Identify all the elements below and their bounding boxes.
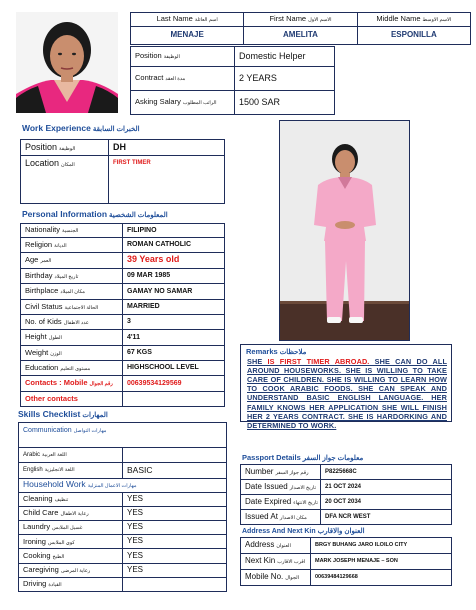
child-care-label: Child Care رعاية الاطفال xyxy=(19,506,123,520)
weight-label: Weight الوزن xyxy=(21,345,123,360)
other-contacts-value xyxy=(123,391,225,406)
religion-value: ROMAN CATHOLIC xyxy=(123,238,225,252)
remarks-title: Remarks ملاحظات xyxy=(246,347,307,356)
issued-at-value: DFA NCR WEST xyxy=(321,510,452,525)
arabic-value xyxy=(123,448,227,463)
contract-value: 2 YEARS xyxy=(235,67,335,91)
personal-info-title: Personal Information المعلومات الشخصية xyxy=(22,209,168,219)
mobile-value: 00639534129569 xyxy=(123,376,225,391)
household-header: Household Work مهارات الاعمال المنزلية xyxy=(19,478,227,492)
kin-mobile-value: 00639484129668 xyxy=(311,570,452,586)
birthplace-value: GAMAY NO SAMAR xyxy=(123,284,225,299)
caregiving-label: Caregiving رعاية المرضى xyxy=(19,563,123,577)
position-label: Position الوظيفة xyxy=(131,47,235,67)
first-name-header: First Name الاسم الاول xyxy=(244,13,357,27)
remarks-text: SHE IS FIRST TIMER ABROAD. SHE CAN DO ALL AROUND HOUSEWORKS. SHE IS WILLING TO TAKE CARE OF CHILDREN. SHE IS WILLING TO LEARN HOW TO COOK ARABIC FOODS. SHE CAN SPEAK AND UNDERSTAND BASIC ENGLISH LANGUAGE. HER FAMILY KNOWS HER APPLICATION SHE WILL FINISH HER 2 YEARS CONTRACT. SHE IS HARDORKING AND DETERMINED TO WORK. xyxy=(247,357,448,430)
passport-title: Passport Details معلومات جواز السفر xyxy=(242,453,364,462)
work-location-value: FIRST TIMER xyxy=(109,156,225,204)
work-experience-table xyxy=(20,139,225,204)
position-value: Domestic Helper xyxy=(235,47,335,67)
skills-title: Skills Checklist المهارات xyxy=(18,409,108,419)
kids-label: No. of Kids عدد الاطفال xyxy=(21,314,123,329)
education-value: HIGHSCHOOL LEVEL xyxy=(123,360,225,375)
other-contacts-label: Other contacts xyxy=(21,391,123,406)
laundry-label: Laundry غسيل الملابس xyxy=(19,521,123,535)
child-care-value: YES xyxy=(123,506,227,520)
ironing-value: YES xyxy=(123,535,227,549)
work-position-label: Position الوظيفة xyxy=(21,140,109,156)
communication-header: Communication مهارات التواصل xyxy=(19,423,227,448)
passport-table xyxy=(240,464,452,525)
first-name-value: AMELITA xyxy=(244,27,357,45)
last-name-header: Last Name اسم العائلة xyxy=(131,13,244,27)
remarks-highlight: IS FIRST TIMER ABROAD. xyxy=(267,357,370,366)
civil-status-label: Civil Status الحالة الاجتماعية xyxy=(21,299,123,314)
nationality-label: Nationality الجنسية xyxy=(21,224,123,238)
job-info-table xyxy=(130,46,335,115)
head-photo xyxy=(16,12,118,113)
age-label: Age العمر xyxy=(21,252,123,268)
age-value: 39 Years old xyxy=(123,252,225,268)
laundry-value: YES xyxy=(123,521,227,535)
salary-label: Asking Salary الراتب المطلوب xyxy=(131,91,235,115)
issued-at-label: Issued At مكان الاصدار xyxy=(241,510,321,525)
address-value: BRGY BUHANG JARO ILOILO CITY xyxy=(311,538,452,554)
nationality-value: FILIPINO xyxy=(123,224,225,238)
next-kin-value: MARK JOSEPH MENAJE – SON xyxy=(311,554,452,570)
kin-mobile-label: Mobile No. الجوال xyxy=(241,570,311,586)
middle-name-value: ESPONILLA xyxy=(357,27,470,45)
address-title: Address And Next Kin العنوان والاقارب xyxy=(242,528,365,535)
skills-table xyxy=(18,422,227,592)
caregiving-value: YES xyxy=(123,563,227,577)
driving-label: Driving القيادة xyxy=(19,577,123,591)
cleaning-label: Cleaning تنظيف xyxy=(19,492,123,506)
date-expired-value: 20 OCT 2034 xyxy=(321,495,452,510)
next-kin-label: Next Kin اقرب الاقارب xyxy=(241,554,311,570)
work-position-value: DH xyxy=(109,140,225,156)
religion-label: Religion الديانة xyxy=(21,238,123,252)
work-experience-title: Work Experience الخبرات السابقة xyxy=(22,123,140,133)
birthday-label: Birthday تاريخ الميلاد xyxy=(21,268,123,283)
driving-value xyxy=(123,577,227,591)
remarks-box xyxy=(240,344,452,430)
passport-number-label: Number رقم جواز السفر xyxy=(241,465,321,480)
education-label: Education مستوى التعليم xyxy=(21,360,123,375)
birthplace-label: Birthplace مكان الميلاد xyxy=(21,284,123,299)
full-body-photo xyxy=(279,120,410,341)
passport-number-value: P8225668C xyxy=(321,465,452,480)
salary-value: 1500 SAR xyxy=(235,91,335,115)
last-name-value: MENAJE xyxy=(131,27,244,45)
height-label: Height الطول xyxy=(21,330,123,345)
civil-status-value: MARRIED xyxy=(123,299,225,314)
arabic-label: Arabic اللغة العربية xyxy=(19,448,123,463)
ironing-label: Ironing كوي الملابس xyxy=(19,535,123,549)
english-value: BASIC xyxy=(123,463,227,478)
english-label: English اللغة الانجليزية xyxy=(19,463,123,478)
weight-value: 67 KGS xyxy=(123,345,225,360)
middle-name-header: Middle Name الاسم الاوسط xyxy=(357,13,470,27)
birthday-value: 09 MAR 1985 xyxy=(123,268,225,283)
kids-value: 3 xyxy=(123,314,225,329)
personal-info-table xyxy=(20,223,225,407)
date-expired-label: Date Expired تاريخ الانتهاء xyxy=(241,495,321,510)
cleaning-value: YES xyxy=(123,492,227,506)
date-issued-label: Date Issued تاريخ الاصدار xyxy=(241,480,321,495)
address-label: Address العنوان xyxy=(241,538,311,554)
cooking-label: Cooking الطبخ xyxy=(19,549,123,563)
height-value: 4'11 xyxy=(123,330,225,345)
mobile-label: Contacts : Mobile رقم الجوال xyxy=(21,376,123,391)
address-table xyxy=(240,537,452,586)
date-issued-value: 21 OCT 2024 xyxy=(321,480,452,495)
name-table xyxy=(130,12,471,45)
work-location-label: Location المكان xyxy=(21,156,109,204)
cooking-value: YES xyxy=(123,549,227,563)
contract-label: Contract مدة العقد xyxy=(131,67,235,91)
